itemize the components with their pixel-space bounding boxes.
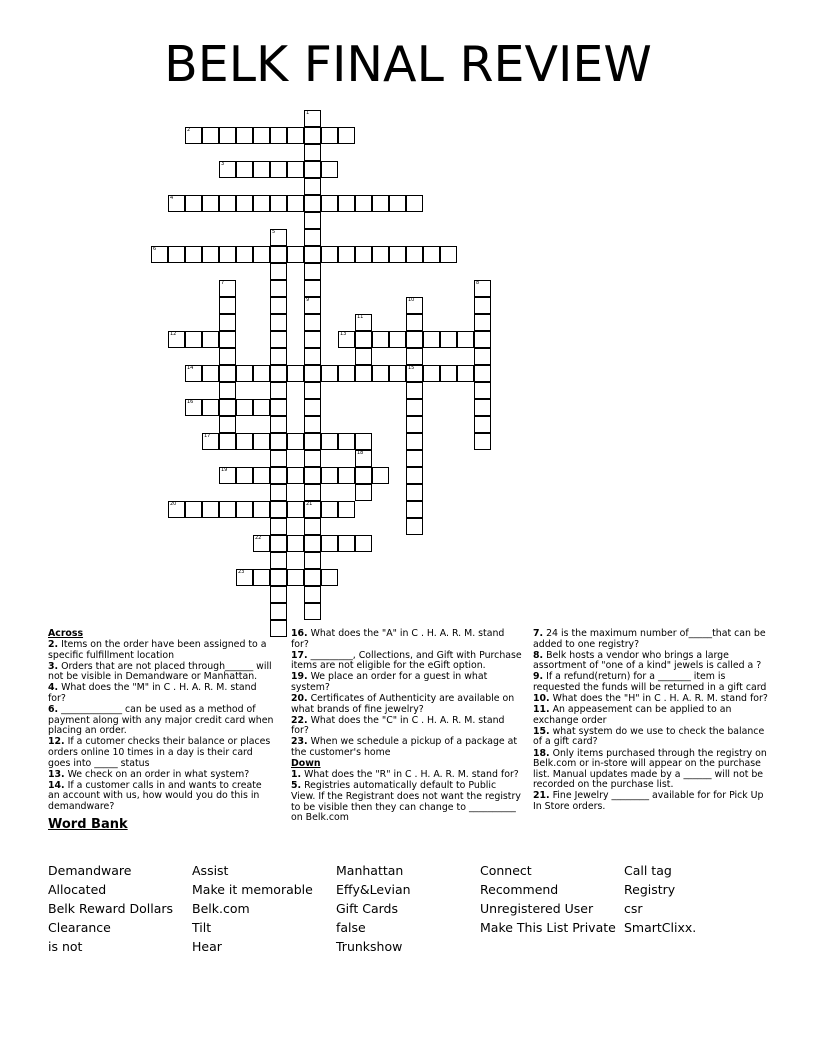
crossword-cell[interactable] xyxy=(440,365,457,382)
clue-number: 22 xyxy=(255,535,262,541)
clue-number-label: 15. xyxy=(533,725,550,737)
crossword-cell[interactable] xyxy=(389,365,406,382)
crossword-cell[interactable] xyxy=(474,382,491,399)
crossword-cell[interactable] xyxy=(270,263,287,280)
crossword-cell[interactable] xyxy=(355,314,372,331)
clue-text: 16. What does the "A" in C . H. A. R. M. stand for? xyxy=(291,628,505,650)
clue-number-label: 23. xyxy=(291,736,308,748)
crossword-cell[interactable] xyxy=(321,433,338,450)
crossword-cell[interactable] xyxy=(270,586,287,603)
crossword-cell[interactable] xyxy=(389,195,406,212)
crossword-cell[interactable] xyxy=(304,297,321,314)
word-bank-item: SmartClixx. xyxy=(624,920,697,935)
crossword-cell[interactable] xyxy=(219,416,236,433)
crossword-cell[interactable] xyxy=(236,467,253,484)
clue-number: 17 xyxy=(204,433,211,439)
clue-number: 23 xyxy=(238,569,245,575)
clue-text: 5. Registries automatically default to Public View. If the Registrant does not want the registry to be visible then they can change to __________ on Belk.com xyxy=(291,780,521,824)
clue-number-label: 11. xyxy=(533,704,550,716)
crossword-cell[interactable] xyxy=(355,467,372,484)
crossword-cell[interactable] xyxy=(423,365,440,382)
crossword-cell[interactable] xyxy=(474,331,491,348)
crossword-cell[interactable] xyxy=(219,314,236,331)
clue-text: 19. We place an order for a guest in what system? xyxy=(291,671,488,693)
clue-number-label: 7. xyxy=(533,628,544,639)
crossword-cell[interactable] xyxy=(270,280,287,297)
crossword-cell[interactable] xyxy=(406,314,423,331)
crossword-cell[interactable] xyxy=(338,501,355,518)
crossword-cell[interactable] xyxy=(219,297,236,314)
crossword-cell[interactable] xyxy=(457,331,474,348)
page-title: BELK FINAL REVIEW xyxy=(164,36,652,93)
crossword-cell[interactable] xyxy=(406,382,423,399)
crossword-cell[interactable] xyxy=(219,195,236,212)
crossword-cell[interactable] xyxy=(474,297,491,314)
crossword-cell[interactable] xyxy=(440,331,457,348)
clue-text: 12. If a cutomer checks their balance or places orders online 10 times in a day is their card goes into _____ status xyxy=(48,736,271,769)
clue-text: 18. Only items purchased through the registry on Belk.com or in-store will appear on the purchase list. Manual updates made by a ______ will not be recorded on the purchase list. xyxy=(533,747,767,791)
word-bank-item: Registry xyxy=(624,882,676,897)
word-bank-item: false xyxy=(336,920,366,935)
crossword-cell[interactable] xyxy=(219,161,236,178)
crossword-cell[interactable] xyxy=(270,331,287,348)
crossword-cell[interactable] xyxy=(474,399,491,416)
crossword-cell[interactable] xyxy=(219,246,236,263)
crossword-cell[interactable] xyxy=(304,229,321,246)
crossword-cell[interactable] xyxy=(304,331,321,348)
crossword-cell[interactable] xyxy=(304,195,321,212)
crossword-cell[interactable] xyxy=(270,246,287,263)
crossword-cell[interactable] xyxy=(202,331,219,348)
crossword-cell[interactable] xyxy=(219,501,236,518)
crossword-cell[interactable] xyxy=(287,365,304,382)
crossword-cell[interactable] xyxy=(406,246,423,263)
clue-number-label: 9. xyxy=(533,671,544,683)
crossword-cell[interactable] xyxy=(270,569,287,586)
clue-text: 6. _____________ can be used as a method of payment along with any major credit card when placing an order. xyxy=(48,704,274,737)
crossword-cell[interactable] xyxy=(202,195,219,212)
crossword-cell[interactable] xyxy=(253,127,270,144)
crossword-cell[interactable] xyxy=(185,246,202,263)
crossword-cell[interactable] xyxy=(287,501,304,518)
clue-text: 17. _________, Collections, and Gift with Purchase items are not eligible for the eGift option. xyxy=(291,649,522,672)
clue-text: 11. An appeasement can be applied to an exchange order xyxy=(533,704,732,726)
clue-number: 21 xyxy=(306,501,313,507)
word-bank-item: Assist xyxy=(192,863,229,878)
crossword-cell[interactable] xyxy=(185,195,202,212)
crossword-cell[interactable] xyxy=(304,314,321,331)
clue-number-label: 8. xyxy=(533,649,544,661)
crossword-cell[interactable] xyxy=(304,603,321,620)
crossword-cell[interactable] xyxy=(253,399,270,416)
clue-number: 8 xyxy=(476,280,480,286)
crossword-cell[interactable] xyxy=(253,467,270,484)
crossword-cell[interactable] xyxy=(304,127,321,144)
clue-number-label: 17. xyxy=(291,649,308,661)
crossword-cell[interactable] xyxy=(270,348,287,365)
crossword-cell[interactable] xyxy=(321,535,338,552)
crossword-cell[interactable] xyxy=(287,467,304,484)
crossword-cell[interactable] xyxy=(202,127,219,144)
clue-number-label: 21. xyxy=(533,790,550,802)
down-heading: Down xyxy=(291,758,321,770)
clue-number: 13 xyxy=(340,331,347,337)
clue-text: 9. If a refund(return) for a _______ item is requested the funds will be returned in a gift card xyxy=(533,671,767,693)
crossword-cell[interactable] xyxy=(321,161,338,178)
word-bank-item: Make it memorable xyxy=(192,882,313,897)
crossword-cell[interactable] xyxy=(457,365,474,382)
crossword-cell[interactable] xyxy=(406,450,423,467)
crossword-cell[interactable] xyxy=(253,433,270,450)
crossword-cell[interactable] xyxy=(304,161,321,178)
crossword-cell[interactable] xyxy=(474,280,491,297)
clue-number: 9 xyxy=(306,297,310,303)
crossword-cell[interactable] xyxy=(355,331,372,348)
crossword-cell[interactable] xyxy=(321,246,338,263)
crossword-cell[interactable] xyxy=(270,535,287,552)
clue-number: 20 xyxy=(170,501,177,507)
clue-number-label: 18. xyxy=(533,747,550,759)
crossword-cell[interactable] xyxy=(236,365,253,382)
crossword-cell[interactable] xyxy=(219,127,236,144)
crossword-cell[interactable] xyxy=(304,552,321,569)
crossword-cell[interactable] xyxy=(185,399,202,416)
crossword-cell[interactable] xyxy=(304,178,321,195)
crossword-cell[interactable] xyxy=(406,416,423,433)
crossword-cell[interactable] xyxy=(270,416,287,433)
crossword-cell[interactable] xyxy=(423,246,440,263)
crossword-cell[interactable] xyxy=(253,569,270,586)
crossword-cell[interactable] xyxy=(270,501,287,518)
crossword-cell[interactable] xyxy=(304,518,321,535)
crossword-cell[interactable] xyxy=(287,246,304,263)
crossword-cell[interactable] xyxy=(253,195,270,212)
clue-number: 15 xyxy=(408,365,415,371)
clue-number: 6 xyxy=(153,246,157,252)
clue-number: 14 xyxy=(187,365,194,371)
crossword-cell[interactable] xyxy=(355,365,372,382)
clues-column-3 xyxy=(533,629,768,813)
clue-text: 3. Orders that are not placed through______ will not be visible in Demandware or Manhattan. xyxy=(48,660,272,683)
crossword-cell[interactable] xyxy=(287,161,304,178)
word-bank-item: Make This List Private xyxy=(480,920,616,935)
crossword-cell[interactable] xyxy=(474,348,491,365)
crossword-cell[interactable] xyxy=(270,450,287,467)
word-bank-item: Trunkshow xyxy=(336,939,403,954)
crossword-cell[interactable] xyxy=(406,297,423,314)
clue-number-label: 5. xyxy=(291,780,302,792)
clues-column-2 xyxy=(291,629,523,824)
crossword-cell[interactable] xyxy=(304,365,321,382)
crossword-cell[interactable] xyxy=(287,195,304,212)
crossword-cell[interactable] xyxy=(219,365,236,382)
clue-number: 12 xyxy=(170,331,177,337)
crossword-cell[interactable] xyxy=(304,144,321,161)
crossword-cell[interactable] xyxy=(270,603,287,620)
crossword-cell[interactable] xyxy=(338,246,355,263)
clue-text: 2. Items on the order have been assigned to a specific fulfillment location xyxy=(48,639,267,661)
crossword-cell[interactable] xyxy=(168,331,185,348)
crossword-cell[interactable] xyxy=(355,484,372,501)
crossword-cell[interactable] xyxy=(355,195,372,212)
word-bank-item: is not xyxy=(48,939,83,954)
crossword-cell[interactable] xyxy=(372,331,389,348)
clue-number-label: 19. xyxy=(291,671,308,683)
clue-number: 10 xyxy=(408,297,415,303)
clue-text: 22. What does the "C" in C . H. A. R. M. stand for? xyxy=(291,714,505,737)
crossword-cell[interactable] xyxy=(338,331,355,348)
crossword-cell[interactable] xyxy=(185,365,202,382)
crossword-cell[interactable] xyxy=(372,467,389,484)
clue-text: 10. What does the "H" in C . H. A. R. M. stand for? xyxy=(533,693,768,705)
crossword-cell[interactable] xyxy=(474,365,491,382)
crossword-cell[interactable] xyxy=(202,501,219,518)
crossword-cell[interactable] xyxy=(321,127,338,144)
crossword-cell[interactable] xyxy=(355,433,372,450)
word-bank-item: Demandware xyxy=(48,863,132,878)
crossword-cell[interactable] xyxy=(304,535,321,552)
crossword-cell[interactable] xyxy=(406,365,423,382)
crossword-cell[interactable] xyxy=(304,399,321,416)
crossword-cell[interactable] xyxy=(406,331,423,348)
crossword-cell[interactable] xyxy=(304,569,321,586)
word-bank-item: Belk.com xyxy=(192,901,250,916)
crossword-cell[interactable] xyxy=(185,331,202,348)
word-bank-item: Unregistered User xyxy=(480,901,594,916)
crossword-cell[interactable] xyxy=(287,535,304,552)
clue-text: 7. 24 is the maximum number of_____that can be added to one registry? xyxy=(533,628,766,650)
crossword-cell[interactable] xyxy=(202,246,219,263)
word-bank-item: Allocated xyxy=(48,882,107,897)
clue-number: 18 xyxy=(357,450,364,456)
crossword-cell[interactable] xyxy=(304,263,321,280)
crossword-cell[interactable] xyxy=(151,246,168,263)
crossword-cell[interactable] xyxy=(270,314,287,331)
crossword-cell[interactable] xyxy=(423,331,440,348)
crossword-cell[interactable] xyxy=(338,467,355,484)
word-bank-item: Hear xyxy=(192,939,222,954)
crossword-cell[interactable] xyxy=(389,331,406,348)
crossword-cell[interactable] xyxy=(321,467,338,484)
clue-number-label: 20. xyxy=(291,693,308,705)
clue-number-label: 14. xyxy=(48,779,65,791)
clue-number-label: 22. xyxy=(291,714,308,726)
clue-number: 2 xyxy=(187,127,191,133)
word-bank-item: Connect xyxy=(480,863,532,878)
crossword-cell[interactable] xyxy=(321,501,338,518)
crossword-cell[interactable] xyxy=(253,246,270,263)
clue-number-label: 13. xyxy=(48,768,65,780)
crossword-cell[interactable] xyxy=(270,195,287,212)
crossword-cell[interactable] xyxy=(474,433,491,450)
crossword-cell[interactable] xyxy=(253,365,270,382)
clues-column-1 xyxy=(48,629,276,813)
crossword-cell[interactable] xyxy=(321,365,338,382)
crossword-cell[interactable] xyxy=(236,501,253,518)
clue-text: 20. Certificates of Authenticity are available on what brands of fine jewelry? xyxy=(291,693,515,715)
crossword-cell[interactable] xyxy=(236,246,253,263)
crossword-cell[interactable] xyxy=(168,501,185,518)
crossword-cell[interactable] xyxy=(338,195,355,212)
crossword-cell[interactable] xyxy=(219,467,236,484)
crossword-cell[interactable] xyxy=(304,246,321,263)
clue-text: 13. We check on an order in what system? xyxy=(48,768,250,780)
word-bank-item: Manhattan xyxy=(336,863,404,878)
crossword-cell[interactable] xyxy=(202,433,219,450)
crossword-cell[interactable] xyxy=(185,501,202,518)
crossword-cell[interactable] xyxy=(270,399,287,416)
word-bank-item: Gift Cards xyxy=(336,901,398,916)
crossword-cell[interactable] xyxy=(270,552,287,569)
crossword-cell[interactable] xyxy=(304,467,321,484)
crossword-cell[interactable] xyxy=(304,450,321,467)
clue-number: 3 xyxy=(221,161,225,167)
crossword-cell[interactable] xyxy=(304,280,321,297)
crossword-cell[interactable] xyxy=(253,161,270,178)
crossword-cell[interactable] xyxy=(168,195,185,212)
crossword-cell[interactable] xyxy=(338,365,355,382)
crossword-cell[interactable] xyxy=(168,246,185,263)
crossword-cell[interactable] xyxy=(355,535,372,552)
clue-number-label: 10. xyxy=(533,693,550,705)
word-bank-item: Clearance xyxy=(48,920,111,935)
clue-number-label: 3. xyxy=(48,660,59,672)
crossword-cell[interactable] xyxy=(389,246,406,263)
crossword-cell[interactable] xyxy=(202,399,219,416)
crossword-cell[interactable] xyxy=(270,161,287,178)
crossword-cell[interactable] xyxy=(236,161,253,178)
crossword-cell[interactable] xyxy=(219,433,236,450)
crossword-cell[interactable] xyxy=(270,382,287,399)
crossword-cell[interactable] xyxy=(236,195,253,212)
clue-number: 7 xyxy=(221,280,225,286)
word-bank xyxy=(48,863,768,954)
crossword-cell[interactable] xyxy=(270,365,287,382)
crossword-cell[interactable] xyxy=(474,314,491,331)
crossword-cell[interactable] xyxy=(338,433,355,450)
crossword-cell[interactable] xyxy=(372,365,389,382)
word-bank-title: Word Bank xyxy=(48,817,128,832)
crossword-cell[interactable] xyxy=(372,246,389,263)
word-bank-item: Call tag xyxy=(624,863,672,878)
crossword-cell[interactable] xyxy=(338,535,355,552)
crossword-cell[interactable] xyxy=(406,467,423,484)
crossword-cell[interactable] xyxy=(236,399,253,416)
crossword-cell[interactable] xyxy=(270,484,287,501)
crossword-cell[interactable] xyxy=(304,433,321,450)
crossword-cell[interactable] xyxy=(440,246,457,263)
crossword-cell[interactable] xyxy=(304,110,321,127)
clue-text: 14. If a customer calls in and wants to create an account with us, how would you do this in demandware? xyxy=(48,779,262,812)
clue-number-label: 6. xyxy=(48,704,59,716)
crossword-cell[interactable] xyxy=(338,127,355,144)
crossword-cell[interactable] xyxy=(474,416,491,433)
clue-number-label: 1. xyxy=(291,769,302,781)
crossword-cell[interactable] xyxy=(287,569,304,586)
crossword-cell[interactable] xyxy=(219,280,236,297)
crossword-cell[interactable] xyxy=(406,348,423,365)
crossword-cell[interactable] xyxy=(321,195,338,212)
clue-number-label: 4. xyxy=(48,682,59,694)
clue-number-label: 2. xyxy=(48,639,59,651)
crossword-cell[interactable] xyxy=(219,348,236,365)
crossword-cell[interactable] xyxy=(270,127,287,144)
crossword-cell[interactable] xyxy=(270,297,287,314)
across-heading: Across xyxy=(48,628,84,639)
crossword-cell[interactable] xyxy=(270,467,287,484)
crossword-cell[interactable] xyxy=(219,399,236,416)
crossword-cell[interactable] xyxy=(287,433,304,450)
crossword-cell[interactable] xyxy=(270,229,287,246)
word-bank-item: Effy&Levian xyxy=(336,882,411,897)
clue-number-label: 12. xyxy=(48,736,65,748)
crossword-cell[interactable] xyxy=(287,127,304,144)
clue-number: 16 xyxy=(187,399,194,405)
crossword-cell[interactable] xyxy=(304,484,321,501)
crossword-cell[interactable] xyxy=(304,501,321,518)
word-bank-item: csr xyxy=(624,901,643,916)
crossword-cell[interactable] xyxy=(355,246,372,263)
crossword-cell[interactable] xyxy=(406,195,423,212)
crossword-cell[interactable] xyxy=(304,212,321,229)
crossword-cell[interactable] xyxy=(304,382,321,399)
clue-text: 1. What does the "R" in C . H. A. R. M. stand for? xyxy=(291,769,519,781)
crossword-cell[interactable] xyxy=(219,331,236,348)
word-bank-item: Recommend xyxy=(480,882,559,897)
crossword-cell[interactable] xyxy=(406,433,423,450)
crossword-cell[interactable] xyxy=(253,501,270,518)
crossword-cell[interactable] xyxy=(304,586,321,603)
crossword-cell[interactable] xyxy=(219,382,236,399)
crossword-cell[interactable] xyxy=(406,399,423,416)
crossword-cell[interactable] xyxy=(355,450,372,467)
crossword-cell[interactable] xyxy=(406,518,423,535)
clue-number: 11 xyxy=(357,314,364,320)
clue-text: 15. what system do we use to check the balance of a gift card? xyxy=(533,725,765,748)
clue-number: 4 xyxy=(170,195,174,201)
clue-number-label: 16. xyxy=(291,628,308,639)
crossword-cell[interactable] xyxy=(253,535,270,552)
word-bank-item: Tilt xyxy=(192,920,212,935)
crossword-cell[interactable] xyxy=(236,127,253,144)
crossword-cell[interactable] xyxy=(372,195,389,212)
clue-text: 23. When we schedule a pickup of a package at the customer's home xyxy=(291,736,518,759)
crossword-cell[interactable] xyxy=(270,433,287,450)
crossword-cell[interactable] xyxy=(236,569,253,586)
clue-text: 21. Fine Jewelry ________ available for for Pick Up In Store orders. xyxy=(533,790,764,812)
crossword-cell[interactable] xyxy=(236,433,253,450)
crossword-cell[interactable] xyxy=(304,416,321,433)
crossword-cell[interactable] xyxy=(406,484,423,501)
crossword-cell[interactable] xyxy=(321,569,338,586)
crossword-cell[interactable] xyxy=(406,501,423,518)
clue-text: 8. Belk hosts a vendor who brings a large assortment of "one of a kind" jewels is called a ? xyxy=(533,649,762,672)
clue-number: 1 xyxy=(306,110,310,116)
crossword-cell[interactable] xyxy=(304,348,321,365)
crossword-cell[interactable] xyxy=(185,127,202,144)
crossword-cell[interactable] xyxy=(355,348,372,365)
crossword-cell[interactable] xyxy=(270,518,287,535)
word-bank-item: Belk Reward Dollars xyxy=(48,901,174,916)
clue-text: 4. What does the "M" in C . H. A. R. M. stand for? xyxy=(48,682,257,705)
crossword-cell[interactable] xyxy=(202,365,219,382)
clue-number: 5 xyxy=(272,229,276,235)
clue-number: 19 xyxy=(221,467,228,473)
